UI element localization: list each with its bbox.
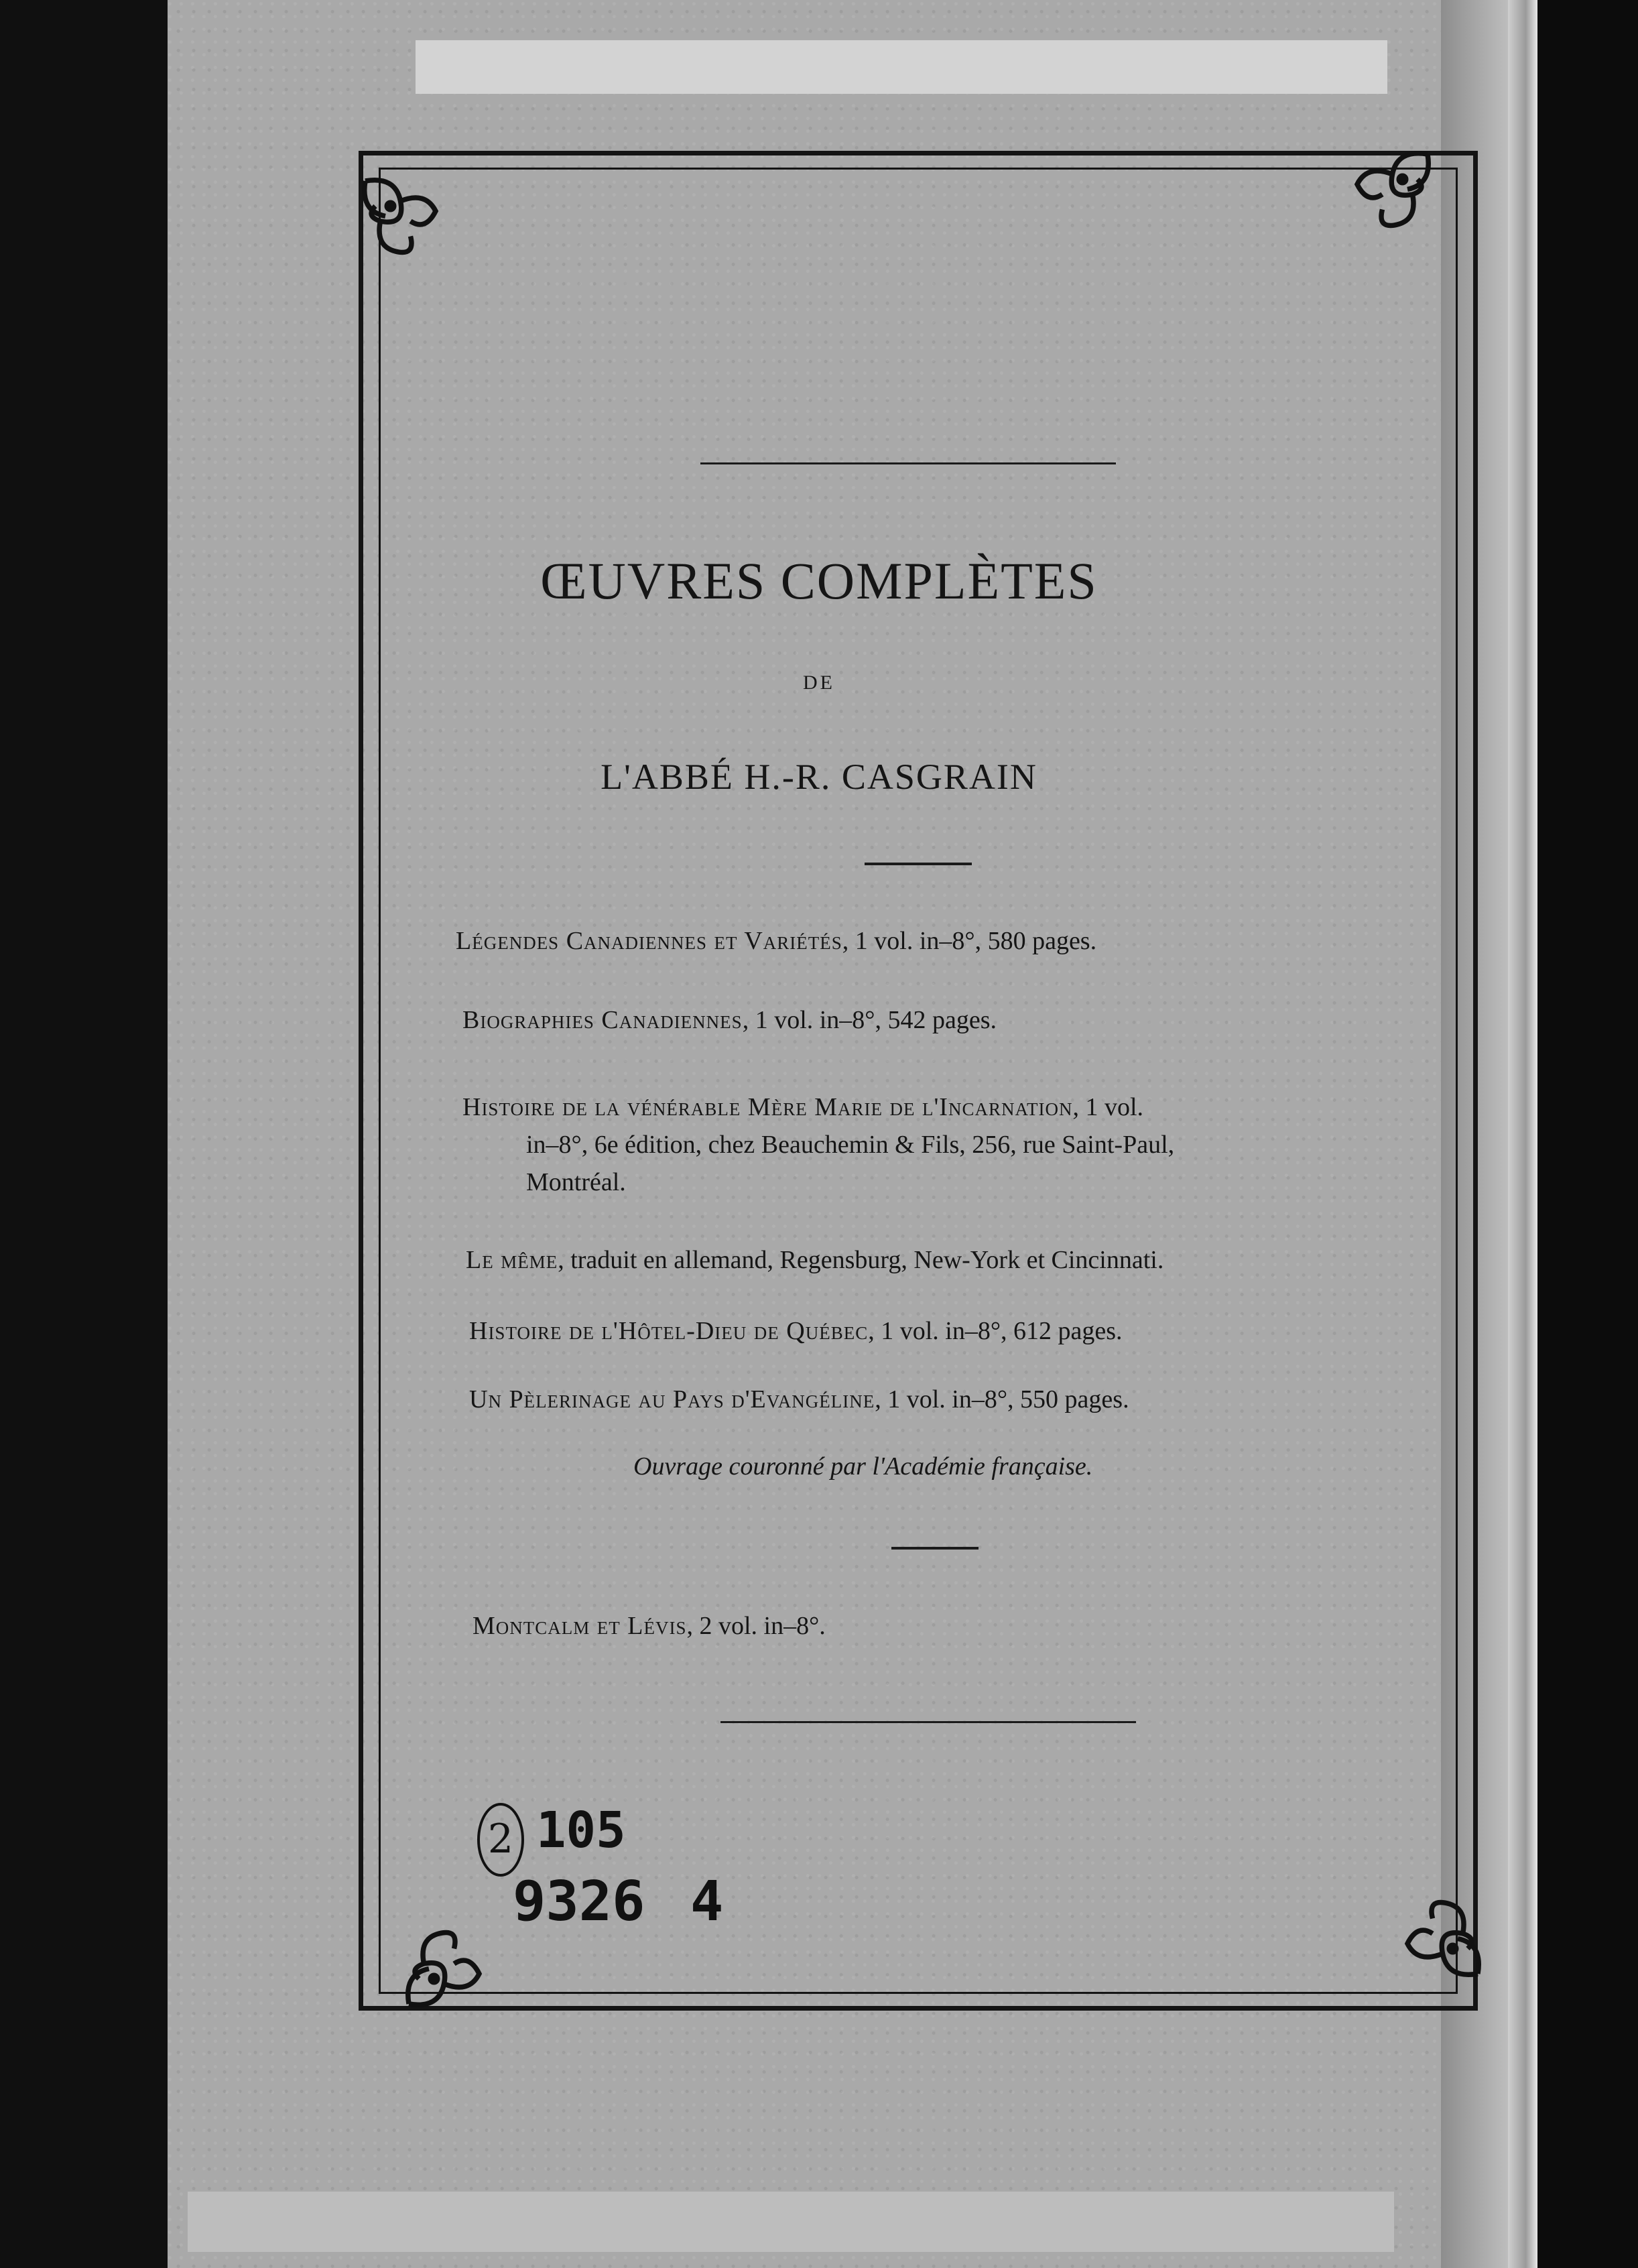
- decorative-frame-inner: [379, 168, 1458, 1994]
- paper-strip-top: [416, 40, 1387, 94]
- work-title: Un Pèlerinage au Pays d'Evangéline: [469, 1385, 875, 1413]
- connector-word: DE: [803, 672, 835, 694]
- stamp-number: 105: [536, 1802, 626, 1859]
- work-details: , 1 vol. in–8°, 550 pages.: [875, 1385, 1129, 1413]
- separator-rule: [891, 1547, 979, 1550]
- work-entry-continuation: Montréal.: [526, 1168, 626, 1196]
- work-title: Histoire de l'Hôtel-Dieu de Québec: [469, 1317, 869, 1345]
- stamp-circled-number: 2: [477, 1803, 524, 1877]
- corner-ornament-icon: [1337, 144, 1438, 245]
- page-title: ŒUVRES COMPLÈTES: [540, 552, 1098, 610]
- bottom-rule: [720, 1721, 1136, 1723]
- award-note: Ouvrage couronné par l'Académie française.: [633, 1452, 1093, 1480]
- work-entry: [469, 1312, 1123, 1350]
- stamp-number: 4: [690, 1870, 724, 1934]
- corner-ornament-icon: [355, 171, 456, 271]
- work-details: , traduit en allemand, Regensburg, New-York et Cincinnati.: [558, 1246, 1164, 1274]
- work-title: Le même: [466, 1246, 558, 1274]
- work-entry: [469, 1381, 1129, 1418]
- work-entry: [472, 1607, 826, 1645]
- paper-strip-bottom: [188, 2192, 1394, 2252]
- work-entry: [456, 922, 1096, 960]
- stamp-number: 9326: [513, 1870, 645, 1934]
- work-entry: [462, 1088, 1143, 1126]
- book-edge: [1508, 0, 1537, 2268]
- top-rule: [700, 462, 1116, 464]
- work-entry: [466, 1241, 1163, 1279]
- corner-ornament-icon: [1387, 1883, 1488, 1984]
- work-entry-continuation: in–8°, 6e édition, chez Beauchemin & Fils, 256, rue Saint-Paul,: [526, 1131, 1175, 1159]
- corner-ornament-icon: [399, 1913, 499, 2014]
- work-title: Biographies Canadiennes: [462, 1006, 743, 1034]
- separator-rule: [865, 863, 972, 865]
- scan-right-margin: [1537, 0, 1638, 2268]
- work-title: Histoire de la vénérable Mère Marie de l'Incarnation: [462, 1093, 1073, 1121]
- work-title: Légendes Canadiennes et Variétés: [456, 927, 842, 955]
- author-name: L'ABBÉ H.-R. CASGRAIN: [601, 757, 1037, 797]
- work-details: , 2 vol. in–8°.: [686, 1612, 826, 1640]
- work-title: Montcalm et Lévis: [472, 1612, 687, 1640]
- work-details: , 1 vol. in–8°, 542 pages.: [742, 1006, 997, 1034]
- work-entry: [462, 1001, 997, 1039]
- work-details: , 1 vol. in–8°, 612 pages.: [868, 1317, 1123, 1345]
- work-details: , 1 vol. in–8°, 580 pages.: [842, 927, 1097, 955]
- work-details: , 1 vol.: [1072, 1093, 1144, 1121]
- scan-left-margin: [0, 0, 168, 2268]
